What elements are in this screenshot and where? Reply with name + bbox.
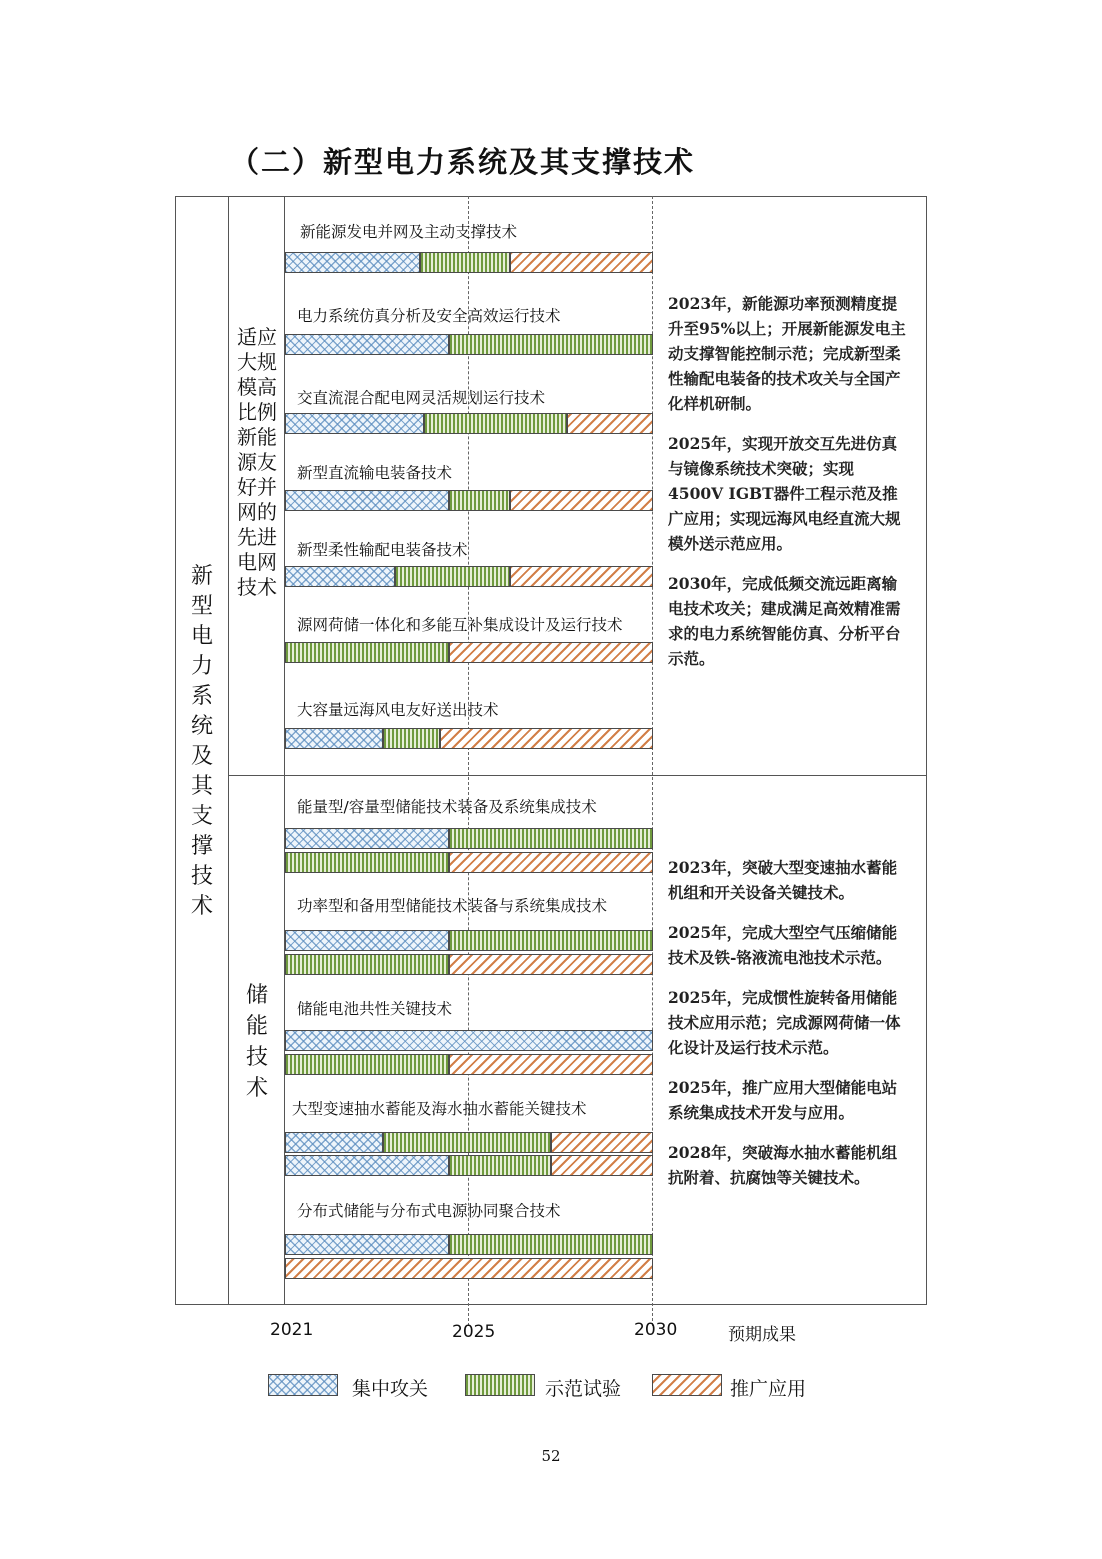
results-header: 预期成果 <box>728 1325 796 1345</box>
bar-segment-tg <box>510 566 653 587</box>
axis-tick-2025: 2025 <box>452 1322 496 1342</box>
legend-swatch-tg <box>652 1374 722 1396</box>
axis-tick-2021: 2021 <box>270 1320 314 1340</box>
item-label: 电力系统仿真分析及安全高效运行技术 <box>297 307 561 325</box>
bar-segment-tg <box>449 642 653 663</box>
item-label: 分布式储能与分布式电源协同聚合技术 <box>297 1202 561 1220</box>
main-category-label: 新 型 电 力 系 统 及 其 支 撑 技 术 <box>190 564 213 919</box>
legend-label-jz: 集中攻关 <box>352 1378 429 1400</box>
result-text: 2028年，突破海水抽水蓄能机组抗附着、抗腐蚀等关键技术。 <box>668 1143 898 1187</box>
bar-segment-sf <box>420 252 510 273</box>
bar-segment-tg <box>567 413 653 434</box>
legend-swatch-sf <box>465 1374 535 1396</box>
bar-segment-sf <box>449 930 653 951</box>
bar-segment-jz <box>285 1132 383 1153</box>
bar-segment-sf <box>449 1155 551 1176</box>
bar-segment-jz <box>285 490 449 511</box>
legend-label-sf: 示范试验 <box>545 1378 622 1400</box>
legend-label-tg: 推广应用 <box>730 1378 807 1400</box>
bar-segment-jz <box>285 828 449 849</box>
bar-segment-sf <box>285 642 449 663</box>
axis-tick-2030: 2030 <box>634 1320 678 1340</box>
item-label: 新型柔性输配电装备技术 <box>297 541 468 559</box>
item-label: 新能源发电并网及主动支撑技术 <box>300 223 518 241</box>
bar-segment-jz <box>285 413 424 434</box>
bar-segment-tg <box>551 1132 653 1153</box>
result-text: 2023年，突破大型变速抽水蓄能机组和开关设备关键技术。 <box>668 858 898 902</box>
item-label: 能量型/容量型储能技术装备及系统集成技术 <box>297 798 597 816</box>
result-text: 2030年，完成低频交流远距离输电技术攻关；建成满足高效精准需求的电力系统智能仿真、分析平台示范。 <box>668 574 901 668</box>
bar-segment-jz <box>285 728 383 749</box>
bar-segment-jz <box>285 1155 449 1176</box>
bar-segment-jz <box>285 1030 653 1051</box>
bar-segment-tg <box>440 728 653 749</box>
bar-segment-sf <box>395 566 510 587</box>
item-label: 储能电池共性关键技术 <box>297 1000 453 1018</box>
bar-segment-sf <box>449 828 653 849</box>
result-text: 2025年，实现开放交互先进仿真与镜像系统技术突破；实现4500V IGBT器件工程示范及推广应用；实现远海风电经直流大规模外送示范应用。 <box>668 434 901 553</box>
bar-segment-sf <box>449 490 510 511</box>
bar-segment-sf <box>449 334 653 355</box>
page-title: （二）新型电力系统及其支撑技术 <box>230 145 696 179</box>
bar-segment-tg <box>449 954 653 975</box>
bar-segment-sf <box>285 954 449 975</box>
bar-segment-tg <box>449 852 653 873</box>
bar-segment-sf <box>449 1234 653 1255</box>
item-label: 交直流混合配电网灵活规划运行技术 <box>297 389 546 407</box>
bar-segment-jz <box>285 930 449 951</box>
row-divider <box>228 775 927 776</box>
bar-segment-tg <box>510 252 653 273</box>
bar-segment-jz <box>285 566 395 587</box>
category-storage-label: 储 能 技 术 <box>245 983 268 1101</box>
page-number: 52 <box>541 1447 561 1465</box>
item-label: 大容量远海风电友好送出技术 <box>297 701 499 719</box>
bar-segment-sf <box>383 728 440 749</box>
bar-segment-tg <box>449 1054 653 1075</box>
bar-segment-sf <box>285 852 449 873</box>
bar-segment-jz <box>285 252 420 273</box>
column-divider <box>228 196 229 1305</box>
bar-segment-tg <box>510 490 653 511</box>
bar-segment-tg <box>551 1155 653 1176</box>
bar-segment-jz <box>285 1234 449 1255</box>
bar-segment-sf <box>424 413 567 434</box>
result-text: 2025年，完成大型空气压缩储能技术及铁-铬液流电池技术示范。 <box>668 923 898 967</box>
legend-swatch-jz <box>268 1374 338 1396</box>
bar-segment-jz <box>285 334 449 355</box>
result-text: 2025年，完成惯性旋转备用储能技术应用示范；完成源网荷储一体化设计及运行技术示范。 <box>668 988 901 1057</box>
category-grid-label: 适应 大规 模高 比例 新能 源友 好并 网的 先进 电网 技术 <box>237 325 277 599</box>
bar-segment-tg <box>285 1258 653 1279</box>
item-label: 源网荷储一体化和多能互补集成设计及运行技术 <box>297 616 623 634</box>
item-label: 大型变速抽水蓄能及海水抽水蓄能关键技术 <box>292 1100 587 1118</box>
result-text: 2023年，新能源功率预测精度提升至95%以上；开展新能源发电主动支撑智能控制示范；完成新型柔性输配电装备的技术攻关与全国产化样机研制。 <box>668 294 906 413</box>
bar-segment-sf <box>285 1054 449 1075</box>
results-storage <box>668 855 908 1205</box>
result-text: 2025年，推广应用大型储能电站系统集成技术开发与应用。 <box>668 1078 898 1122</box>
item-label: 新型直流输电装备技术 <box>297 464 453 482</box>
bar-segment-sf <box>383 1132 551 1153</box>
results-grid <box>668 291 908 686</box>
item-label: 功率型和备用型储能技术装备与系统集成技术 <box>297 897 608 915</box>
